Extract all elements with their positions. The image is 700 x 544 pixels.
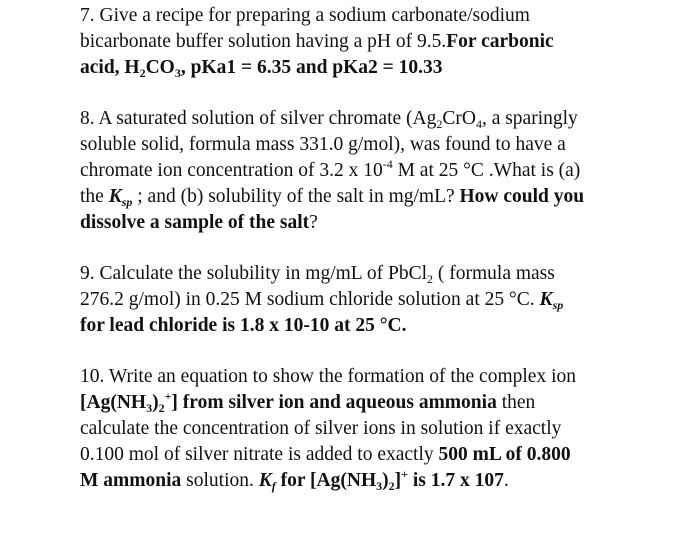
- ksp-symbol: K: [108, 186, 122, 207]
- question-7: [80, 3, 680, 81]
- q10-line-3: [80, 416, 680, 442]
- q10-formula-part: is 1.7 x 107: [407, 470, 504, 491]
- q7-bold-formula: [80, 57, 443, 78]
- q10-text: 0.100 mol of silver nitrate is added to exactly: [80, 444, 439, 465]
- q10-text: calculate the concentration of silver ions in solution if exactly: [80, 418, 562, 439]
- q10-formula-part: ]: [394, 470, 402, 491]
- q9-text: 9. Calculate the solubility in mg/mL of PbCl: [80, 263, 428, 284]
- q8-line-2: [80, 132, 680, 158]
- q7-text: 7. Give a recipe for preparing a sodium carbonate/sodium: [80, 5, 530, 26]
- subscript: 2: [427, 272, 434, 286]
- subscript: sp: [121, 195, 133, 209]
- question-8: [80, 106, 680, 236]
- q8-text: M at 25 °C .What is (a): [392, 160, 581, 181]
- q8-text: , a sparingly: [481, 108, 578, 129]
- q8-text: ; and (b) solubility of the salt in mg/mL?: [132, 186, 460, 207]
- q8-text: 8. A saturated solution of silver chromate (Ag: [80, 108, 437, 129]
- q8-text: ?: [309, 212, 318, 233]
- q10-bold-formula: [258, 467, 504, 493]
- q7-line-3: [80, 55, 680, 81]
- q8-text: soluble solid, formula mass 331.0 g/mol), was found to have a: [80, 134, 566, 155]
- q10-formula-part: ): [382, 470, 389, 491]
- q10-formula-part: ] from silver ion and aqueous ammonia: [171, 392, 497, 413]
- q8-line-3: [80, 158, 680, 184]
- q10-line-5: [80, 468, 680, 494]
- question-10: [80, 364, 680, 494]
- q8-text: CrO: [442, 108, 476, 129]
- q7-formula-part: , pKa1 = 6.35 and pKa2 = 10.33: [180, 57, 443, 78]
- q9-line-3: [80, 313, 680, 339]
- q8-line-4: [80, 184, 680, 210]
- q9-text: 276.2 g/mol) in 0.25 M sodium chloride solution at 25 °C.: [80, 289, 540, 310]
- q7-formula-part: CO: [145, 57, 175, 78]
- q10-bold-text: M ammonia: [80, 470, 182, 491]
- subscript: 3: [174, 66, 181, 80]
- q10-line-2: [80, 390, 680, 416]
- ksp-symbol: K: [539, 289, 553, 310]
- superscript: -4: [382, 157, 393, 171]
- q7-line-2: [80, 29, 680, 55]
- q7-line-1: [80, 3, 680, 29]
- q8-bold-text: dissolve a sample of the salt: [80, 212, 310, 233]
- q10-formula-part: ): [152, 392, 159, 413]
- subscript: sp: [552, 298, 564, 312]
- q8-text: chromate ion concentration of 3.2 x 10: [80, 160, 383, 181]
- q9-bold-text: for lead chloride is 1.8 x 10-10 at 25 °C.: [80, 315, 407, 336]
- subscript: f: [271, 479, 276, 493]
- q10-formula-part: [Ag(NH: [80, 392, 147, 413]
- q10-text: .: [503, 470, 509, 491]
- q8-line-1: [80, 106, 680, 132]
- subscript: 2: [388, 479, 395, 493]
- q10-bold-formula: [80, 389, 497, 415]
- q10-line-1: [80, 364, 680, 390]
- q9-text: ( formula mass: [433, 263, 555, 284]
- q10-formula-part: for [Ag(NH: [275, 470, 377, 491]
- q10-text: then: [496, 392, 536, 413]
- q8-text: the: [80, 186, 109, 207]
- q7-formula-part: acid, H: [80, 57, 140, 78]
- subscript: 2: [139, 66, 146, 80]
- kf-symbol: K: [258, 470, 272, 491]
- q10-line-4: [80, 442, 680, 468]
- q8-line-5: [80, 210, 680, 236]
- subscript: 2: [158, 401, 165, 415]
- superscript: +: [164, 389, 172, 403]
- subscript: 4: [475, 117, 482, 131]
- q9-line-1: [80, 261, 680, 287]
- subscript: 3: [376, 479, 383, 493]
- q10-bold-text: 500 mL of 0.800: [438, 444, 571, 465]
- q8-bold-text: How could you: [459, 186, 585, 207]
- subscript: 3: [146, 401, 153, 415]
- q9-line-2: [80, 287, 680, 313]
- subscript: 2: [436, 117, 443, 131]
- q7-text: bicarbonate buffer solution having a pH of 9.5.: [80, 31, 447, 52]
- q10-text: 10. Write an equation to show the formation of the complex ion: [80, 366, 576, 387]
- superscript: +: [401, 467, 408, 481]
- question-9: [80, 261, 680, 339]
- q7-bold-text: For carbonic: [446, 31, 554, 52]
- q10-text: solution.: [181, 470, 259, 491]
